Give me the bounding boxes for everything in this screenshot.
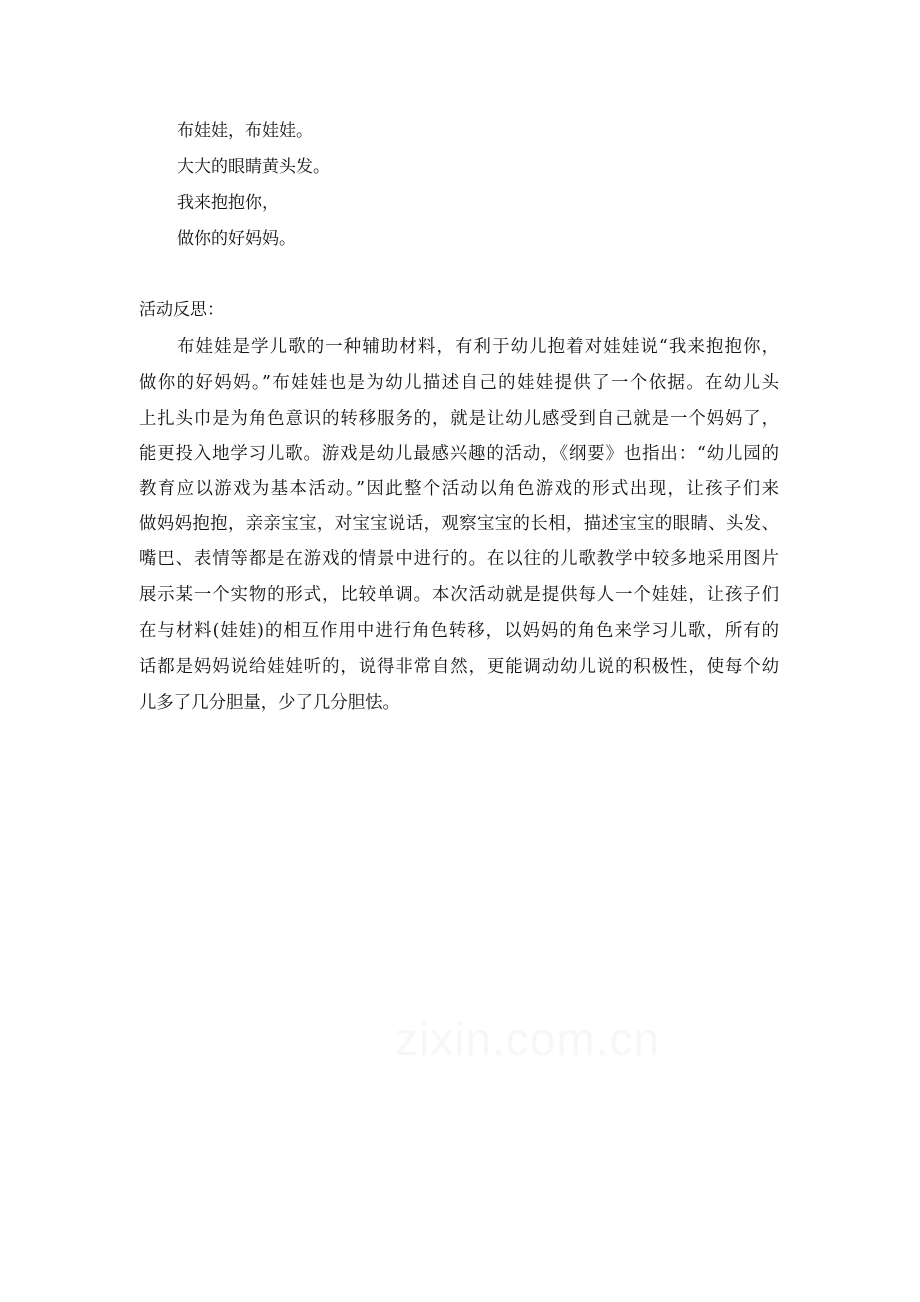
paragraph-line: 做你的好妈妈。”布娃娃也是为幼儿描述自己的娃娃提供了一个依据。在幼儿头 — [139, 373, 779, 393]
paragraph-line: 上扎头巾是为角色意识的转移服务的，就是让幼儿感受到自己就是一个妈妈了， — [139, 409, 779, 429]
poem-line-2: 大大的眼睛黄头发。 — [177, 157, 330, 177]
paragraph-line: 儿多了几分胆量，少了几分胆怯。 — [139, 693, 400, 713]
reflection-heading: 活动反思： — [139, 300, 224, 320]
paragraph-line: 展示某一个实物的形式，比较单调。本次活动就是提供每人一个娃娃，让孩子们 — [139, 585, 779, 605]
paragraph-line: 能更投入地学习儿歌。游戏是幼儿最感兴趣的活动，《纲要》也指出：“幼儿园的 — [139, 444, 779, 464]
paragraph-line: 做妈妈抱抱，亲亲宝宝，对宝宝说话，观察宝宝的长相，描述宝宝的眼睛、头发、 — [139, 514, 779, 534]
paragraph-line: 教育应以游戏为基本活动。”因此整个活动以角色游戏的形式出现，让孩子们来 — [139, 479, 779, 499]
poem-line-4: 做你的好妈妈。 — [177, 229, 296, 249]
paragraph-line: 布娃娃是学儿歌的一种辅助材料，有利于幼儿抱着对娃娃说“我来抱抱你， — [177, 337, 779, 357]
watermark: zixin.com.cn — [395, 1013, 661, 1065]
poem-line-1: 布娃娃，布娃娃。 — [177, 121, 313, 141]
poem-line-3: 我来抱抱你， — [177, 193, 279, 213]
paragraph-line: 在与材料(娃娃)的相互作用中进行角色转移，以妈妈的角色来学习儿歌，所有的 — [139, 621, 779, 641]
paragraph-line: 话都是妈妈说给娃娃听的，说得非常自然，更能调动幼儿说的积极性，使每个幼 — [139, 657, 779, 677]
paragraph-line: 嘴巴、表情等都是在游戏的情景中进行的。在以往的儿歌教学中较多地采用图片 — [139, 549, 779, 569]
